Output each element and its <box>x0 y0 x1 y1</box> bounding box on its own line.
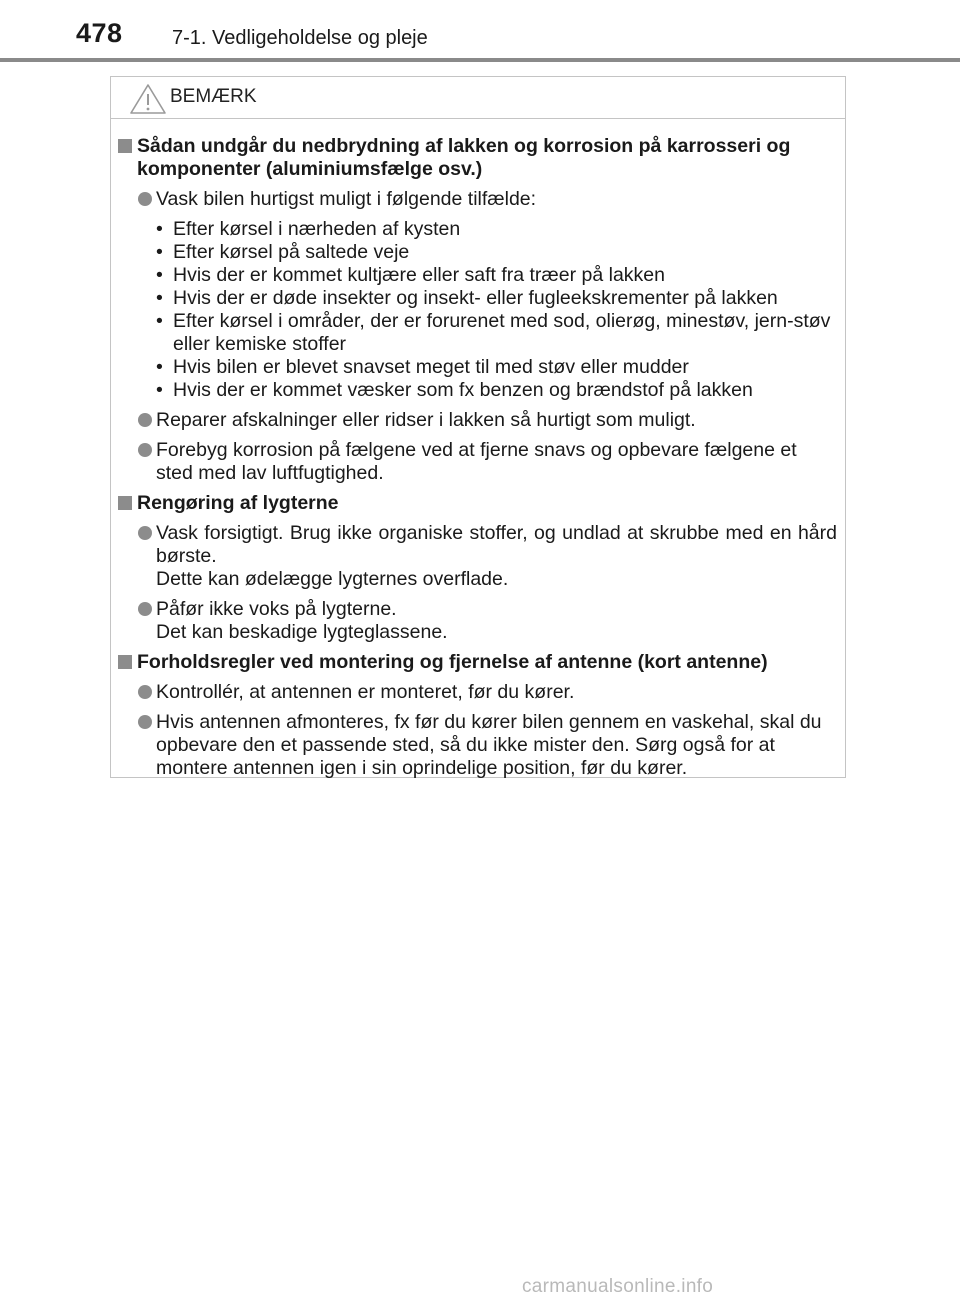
round-bullet-icon <box>138 685 152 699</box>
round-bullet-icon <box>138 443 152 457</box>
dot-marker-icon: • <box>156 264 163 286</box>
item-note: Det kan beskadige lygteglassene. <box>156 621 448 643</box>
page-header <box>0 0 960 62</box>
item-text: Vask forsigtigt. Brug ikke organiske stoffer, og undlad at skrubbe med en hård børste. <box>156 522 837 567</box>
bullet-item: • Hvis der er kommet væsker som fx benzen og brændstof på lakken <box>156 379 753 401</box>
square-marker-icon <box>118 655 132 669</box>
subheading-text: Forholdsregler ved montering og fjernelse af antenne (kort antenne) <box>137 651 768 673</box>
bullet-item: • Efter kørsel i nærheden af kysten <box>156 218 461 240</box>
list-item <box>111 598 845 644</box>
section-title: 7-1. Vedligeholdelse og pleje <box>172 27 428 49</box>
round-bullet-icon <box>138 602 152 616</box>
item-text: Forebyg korrosion på fælgene ved at fjerne snavs og opbevare fælgene et sted med lav luftfugtighed. <box>156 439 797 484</box>
notice-body <box>111 135 845 787</box>
round-bullet-icon <box>138 526 152 540</box>
page-number: 478 <box>76 18 123 48</box>
subheading-text: Rengøring af lygterne <box>137 492 339 514</box>
list-item <box>111 681 845 704</box>
subheading-text: Sådan undgår du nedbrydning af lakken og korrosion på karrosseri og komponenter (aluminiumsfælge osv.) <box>137 135 791 180</box>
dot-marker-icon: • <box>156 379 163 401</box>
dot-marker-icon: • <box>156 241 163 263</box>
bullet-item: • Hvis der er døde insekter og insekt- eller fugleekskrementer på lakken <box>156 287 778 309</box>
bullet-list <box>156 218 837 402</box>
bullet-item: • Hvis bilen er blevet snavset meget til med støv eller mudder <box>156 356 689 378</box>
subheading-antenna <box>111 651 845 674</box>
dot-marker-icon: • <box>156 310 163 332</box>
list-item <box>111 188 845 402</box>
item-text: Reparer afskalninger eller ridser i lakken så hurtigt som muligt. <box>156 409 696 431</box>
round-bullet-icon <box>138 715 152 729</box>
notice-header <box>111 77 845 119</box>
dot-marker-icon: • <box>156 356 163 378</box>
bullet-item: • Efter kørsel på saltede veje <box>156 241 410 263</box>
bullet-item: • Efter kørsel i områder, der er forurenet med sod, olierøg, minestøv, jern-støv eller kemiske stoffer <box>156 310 831 355</box>
bullet-item: • Hvis der er kommet kultjære eller saft fra træer på lakken <box>156 264 665 286</box>
list-item <box>111 711 845 780</box>
round-bullet-icon <box>138 192 152 206</box>
item-text: Vask bilen hurtigst muligt i følgende tilfælde: <box>156 188 537 210</box>
warning-triangle-icon <box>129 83 167 115</box>
square-marker-icon <box>118 139 132 153</box>
list-item <box>111 409 845 432</box>
header-divider <box>0 58 960 62</box>
dot-marker-icon: • <box>156 287 163 309</box>
item-note: Dette kan ødelægge lygternes overflade. <box>156 568 509 590</box>
list-item <box>111 522 845 591</box>
notice-box <box>110 76 846 778</box>
item-text: Kontrollér, at antennen er monteret, før du kører. <box>156 681 575 703</box>
item-text: Påfør ikke voks på lygterne. <box>156 598 397 620</box>
subheading-paint-corrosion <box>111 135 845 181</box>
item-text: Hvis antennen afmonteres, fx før du kører bilen gennem en vaskehal, skal du opbevare den et passende sted, så du ikke mister den. Sørg også for at montere antennen igen i sin oprindelige position, før du kører. <box>156 711 822 779</box>
round-bullet-icon <box>138 413 152 427</box>
square-marker-icon <box>118 496 132 510</box>
watermark-text: carmanualsonline.info <box>522 1276 714 1297</box>
list-item <box>111 439 845 485</box>
subheading-headlights <box>111 492 845 515</box>
dot-marker-icon: • <box>156 218 163 240</box>
notice-title: BEMÆRK <box>170 86 257 107</box>
